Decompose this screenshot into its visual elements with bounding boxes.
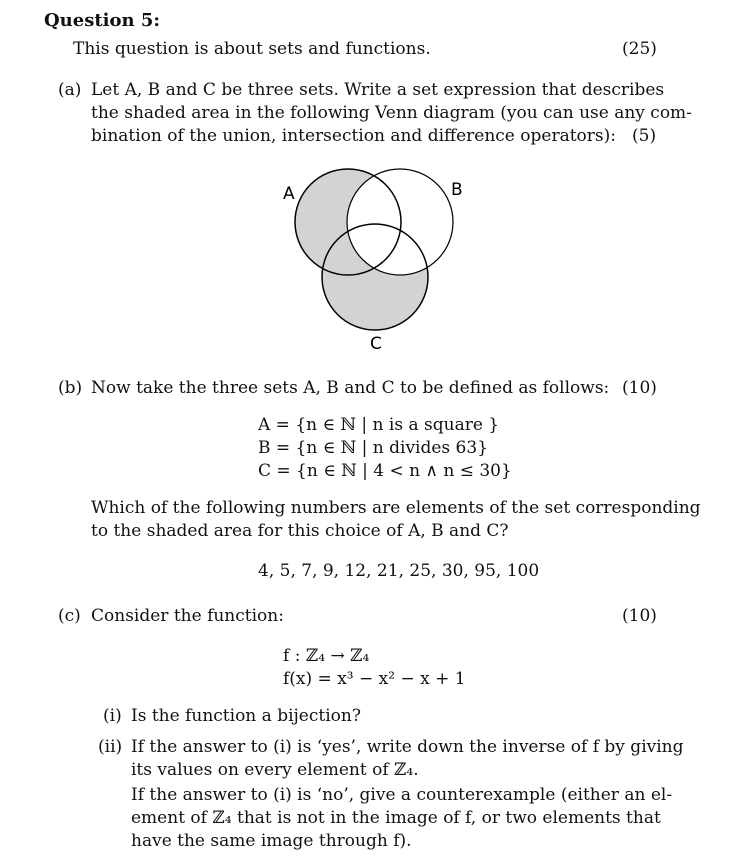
candidate-numbers: 4, 5, 7, 9, 12, 21, 25, 30, 95, 100	[258, 561, 540, 581]
sub-i-text: Is the function a bijection?	[131, 706, 361, 726]
part-c-label: (c)	[58, 606, 81, 626]
total-marks: (25)	[622, 39, 657, 59]
part-b-question-line2: to the shaded area for this choice of A, B and C?	[91, 521, 509, 541]
set-a-definition: A = {n ∈ ℕ | n is a square }	[258, 415, 500, 435]
part-a-line3: bination of the union, intersection and difference operators):	[91, 126, 616, 146]
part-a-marks: (5)	[632, 126, 657, 146]
part-c-intro: Consider the function:	[91, 606, 284, 626]
part-a-label: (a)	[58, 80, 82, 100]
sub-ii-line5: have the same image through f).	[131, 831, 412, 851]
venn-label-c: C	[370, 334, 382, 354]
set-b-definition: B = {n ∈ ℕ | n divides 63}	[258, 438, 489, 458]
sub-ii-line4: ement of ℤ₄ that is not in the image of f, or two elements that	[131, 808, 661, 828]
question-intro: This question is about sets and functions.	[73, 39, 431, 59]
part-b-marks: (10)	[622, 378, 657, 398]
venn-diagram	[0, 160, 751, 360]
part-a-line2: the shaded area in the following Venn diagram (you can use any com-	[91, 103, 692, 123]
function-signature: f : ℤ₄ → ℤ₄	[283, 646, 370, 666]
question-heading: Question 5:	[44, 10, 161, 31]
venn-label-a: A	[283, 184, 295, 204]
part-a-line1: Let A, B and C be three sets. Write a set expression that describes	[91, 80, 665, 100]
sub-ii-line2: its values on every element of ℤ₄.	[131, 760, 419, 780]
sub-ii-line3: If the answer to (i) is ‘no’, give a counterexample (either an el-	[131, 785, 673, 805]
part-b-intro: Now take the three sets A, B and C to be defined as follows:	[91, 378, 610, 398]
sub-ii-label: (ii)	[98, 737, 123, 757]
function-definition: f(x) = x³ − x² − x + 1	[283, 669, 466, 689]
venn-label-b: B	[451, 180, 463, 200]
part-b-question-line1: Which of the following numbers are elements of the set corresponding	[91, 498, 701, 518]
part-b-label: (b)	[58, 378, 83, 398]
sub-ii-line1: If the answer to (i) is ‘yes’, write down the inverse of f by giving	[131, 737, 684, 757]
sub-i-label: (i)	[103, 706, 122, 726]
part-c-marks: (10)	[622, 606, 657, 626]
set-c-definition: C = {n ∈ ℕ | 4 < n ∧ n ≤ 30}	[258, 461, 512, 481]
